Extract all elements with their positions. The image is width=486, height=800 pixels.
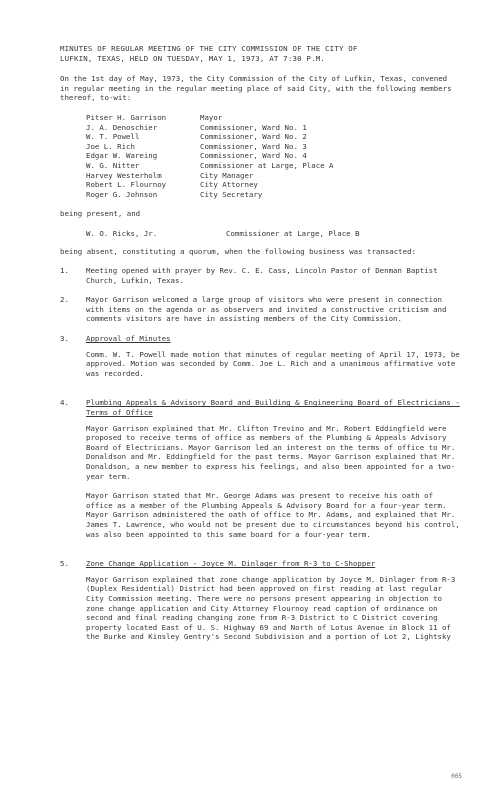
attendee-name: Roger G. Johnson (86, 189, 158, 199)
document-header (60, 44, 460, 63)
attendee-row (86, 132, 460, 142)
attendee-name: Edgar W. Wareing (86, 151, 158, 161)
attendee-row (86, 151, 460, 161)
item-number: 4. (60, 398, 69, 408)
intro-paragraph: On the 1st day of May, 1973, the City Commission of the City of Lufkin, Texas, convened in regular meeting in the regular meeting place of said City, with the following members thereof, to-wit: (60, 74, 452, 103)
item-text: Mayor Garrison explained that Mr. Clifton Trevino and Mr. Robert Eddingfield were proposed to receive terms of office as members of the Plumbing & Appeals Advisory Board of Electricians. Mayor Garrison led an interest on the terms of office to Mr. Donaldson and Mr. Eddingfield for the past terms. Mayor Garrison explained that Mr. Donaldson, a new member to express his feelings, and also been appointed for a two-year term. (86, 423, 456, 481)
attendee-list (86, 113, 460, 199)
item-text: Comm. W. T. Powell made motion that minutes of regular meeting of April 17, 1973, be approved. Motion was seconded by Comm. Joe L. Rich and a unanimous affirmative vote was recorded. (86, 349, 460, 378)
item-text: Mayor Garrison welcomed a large group of visitors who were present in connection with items on the agenda or as observers and invited a constructive criticism and comments visitors are have in assisting members of the City Commission. (86, 295, 447, 324)
item-number: 3. (60, 334, 69, 344)
header-line-1: MINUTES OF REGULAR MEETING OF THE CITY COMMISSION OF THE CITY OF (60, 44, 358, 53)
attendee-name: W. G. Nitter (86, 160, 140, 170)
attendee-name: Robert L. Flournoy (86, 180, 167, 190)
attendee-row (86, 113, 460, 123)
header-line-2: LUFKIN, TEXAS, HELD ON TUESDAY, MAY 1, 1973, AT 7:30 P.M. (60, 53, 326, 63)
item-number: 2. (60, 295, 69, 305)
page-mark: 005 (451, 773, 462, 781)
attendee-row (86, 123, 460, 133)
being-present-text: being present, and (60, 209, 141, 219)
attendee-name: Pitser H. Garrison (86, 112, 167, 122)
attendee-role: Commissioner, Ward No. 1 (200, 122, 307, 132)
item-text: Mayor Garrison stated that Mr. George Adams was present to receive his oath of office as a member of the Plumbing Appeals & Advisory Board for a four-year term. Mayor Garrison administered the oath of office to Mr. Adams, and explained that Mr. James T. Lawrence, who would not be present due to circumstances beyond his control, was also been appointed to this same board for a four-year term. (86, 491, 460, 539)
item-number: 5. (60, 559, 69, 569)
attendee-name: W. T. Powell (86, 132, 140, 142)
item-title: Plumbing Appeals & Advisory Board and Building & Engineering Board of Electricians - Terms of Office (86, 398, 460, 418)
attendee-row (86, 161, 460, 171)
attendee-role: Commissioner, Ward No. 4 (200, 151, 307, 161)
absent-member-role: Commissioner at Large, Place B (226, 228, 360, 238)
absent-member-row (86, 229, 460, 239)
attendee-row (86, 190, 460, 200)
attendee-name: Harvey Westerholm (86, 170, 162, 180)
attendee-role: Mayor (200, 112, 223, 122)
agenda-item-2 (60, 295, 460, 324)
attendee-role: Commissioner, Ward No. 2 (200, 132, 307, 142)
agenda-item-5 (60, 559, 460, 652)
attendee-role: City Manager (200, 170, 254, 180)
item-text: Meeting opened with prayer by Rev. C. E. Cass, Lincoln Pastor of Denman Baptist Church, Lufkin, Texas. (86, 266, 438, 285)
agenda-item-4 (60, 398, 460, 549)
agenda-item-3 (60, 334, 460, 388)
attendee-row (86, 142, 460, 152)
attendee-role: City Secretary (200, 189, 263, 199)
attendee-name: J. A. Denoschier (86, 122, 158, 132)
attendee-row (86, 171, 460, 181)
attendee-role: City Attorney (200, 180, 258, 190)
item-title: Zone Change Application - Joyce M. Dinlager from R-3 to C-Shopper (86, 559, 376, 569)
absent-member-name: W. O. Ricks, Jr. (86, 228, 158, 238)
quorum-paragraph: being absent, constituting a quorum, when the following business was transacted: (60, 246, 416, 256)
attendee-row (86, 180, 460, 190)
attendee-role: Commissioner, Ward No. 3 (200, 141, 307, 151)
item-text: Mayor Garrison explained that zone change application by Joyce M. Dinlager from R-3 (Duplex Residential) District had been approved on first reading at last regular City Commission meeting. There were no persons present appearing in objection to zone change application and City Attorney Flournoy read caption of ordinance on second and final reading changing zone from R-3 District to C District covering property located East of U. S. Highway 69 and North of Lotus Avenue in Block 11 of the Burke and Kinsley Gentry's Second Subdivision and a portion of Lot 2, Lightsky (86, 574, 456, 642)
item-title: Approval of Minutes (86, 334, 171, 344)
item-number: 1. (60, 266, 69, 276)
agenda-item-1 (60, 266, 460, 285)
attendee-name: Joe L. Rich (86, 141, 135, 151)
attendee-role: Commissioner at Large, Place A (200, 160, 334, 170)
